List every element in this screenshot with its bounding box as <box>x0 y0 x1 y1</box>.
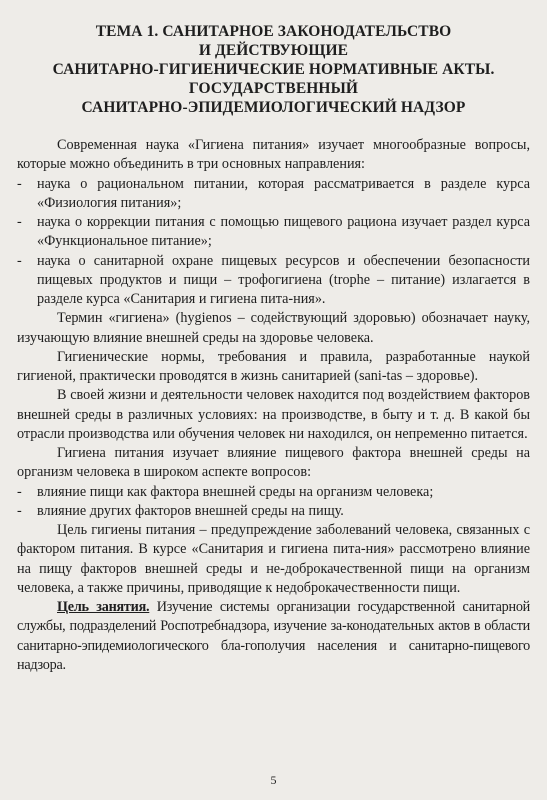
title-line: ТЕМА 1. САНИТАРНОЕ ЗАКОНОДАТЕЛЬСТВО <box>95 23 452 40</box>
bullet-dash: - <box>17 252 22 269</box>
lesson-goal-text: Изучение системы организации государственной санитарной службы, подразделений Роспотребнадзора, изучение за-конодательных актов в области санитарно-эпидемиологического бла-гополучия населения и санитарно-пищевого надзора. <box>17 599 530 673</box>
title-line: САНИТАРНО-ГИГИЕНИЧЕСКИЕ НОРМАТИВНЫЕ АКТЫ. <box>52 61 495 78</box>
paragraph-life: В своей жизни и деятельности человек находится под воздействием факторов внешней среды в различных условиях: на производстве, в быту и т. д. В какой бы отрасли производства или обучения человек ни находился, он непременно питается. <box>17 387 530 442</box>
bullet-text: влияние других факторов внешней среды на пищу. <box>37 502 344 519</box>
bullet-text: наука о коррекции питания с помощью пищевого рациона изучает раздел курса «Функциональное питание»; <box>37 214 530 250</box>
lesson-goal-label: Цель занятия. <box>57 599 150 615</box>
title-line: ГОСУДАРСТВЕННЫЙ <box>188 80 359 97</box>
paragraph-norms: Гигиенические нормы, требования и правила, разработанные наукой гигиеной, практически проводятся в жизнь санитарией (sani-tas – здоровье). <box>17 348 530 384</box>
bullet-item <box>17 483 530 502</box>
bullet-text: наука о рациональном питании, которая рассматривается в разделе курса «Физиология питания»; <box>37 175 530 211</box>
title-line: И ДЕЙСТВУЮЩИЕ <box>198 42 349 59</box>
bullet-item <box>17 252 530 310</box>
paragraph-goal-hygiene: Цель гигиены питания – предупреждение заболеваний человека, связанных с фактором питания. В курсе «Санитария и гигиена пита-ния» рассмотрено влияние на пищу факторов внешней среды и не-доброкачественной пищи на организм человека, а также причины, приводящие к недоброкачественности пищи. <box>17 522 530 596</box>
bullet-dash: - <box>17 483 22 500</box>
chapter-title <box>16 22 531 117</box>
paragraph-hygiene: Гигиена питания изучает влияние пищевого фактора внешней среды на организм человека в широком аспекте вопросов: <box>17 445 530 481</box>
bullet-item <box>17 213 530 252</box>
paragraph-intro: Современная наука «Гигиена питания» изучает многообразные вопросы, которые можно объединить в три основных направления: <box>17 137 530 173</box>
bullet-dash: - <box>17 175 22 192</box>
bullet-dash: - <box>17 214 22 230</box>
bullet-text: влияние пищи как фактора внешней среды на организм человека; <box>37 483 434 500</box>
title-line: САНИТАРНО-ЭПИДЕМИОЛОГИЧЕСКИЙ НАДЗОР <box>81 99 466 116</box>
bullet-text: наука о санитарной охране пищевых ресурсов и обеспечении безопасности пищевых продуктов и пищи – трофогигиена (trophe – питание) излагается в разделе курса «Санитария и гигиена пита-ния». <box>37 252 530 307</box>
body-text <box>17 136 530 675</box>
bullet-dash: - <box>17 502 22 519</box>
bullet-item <box>17 502 530 521</box>
bullet-item <box>17 175 530 214</box>
page-number: 5 <box>270 773 277 787</box>
paragraph-term: Термин «гигиена» (hygienos – содействующий здоровью) обозначает науку, изучающую влияние внешней среды на здоровье человека. <box>17 310 530 346</box>
paragraph-lesson-goal <box>17 598 530 675</box>
